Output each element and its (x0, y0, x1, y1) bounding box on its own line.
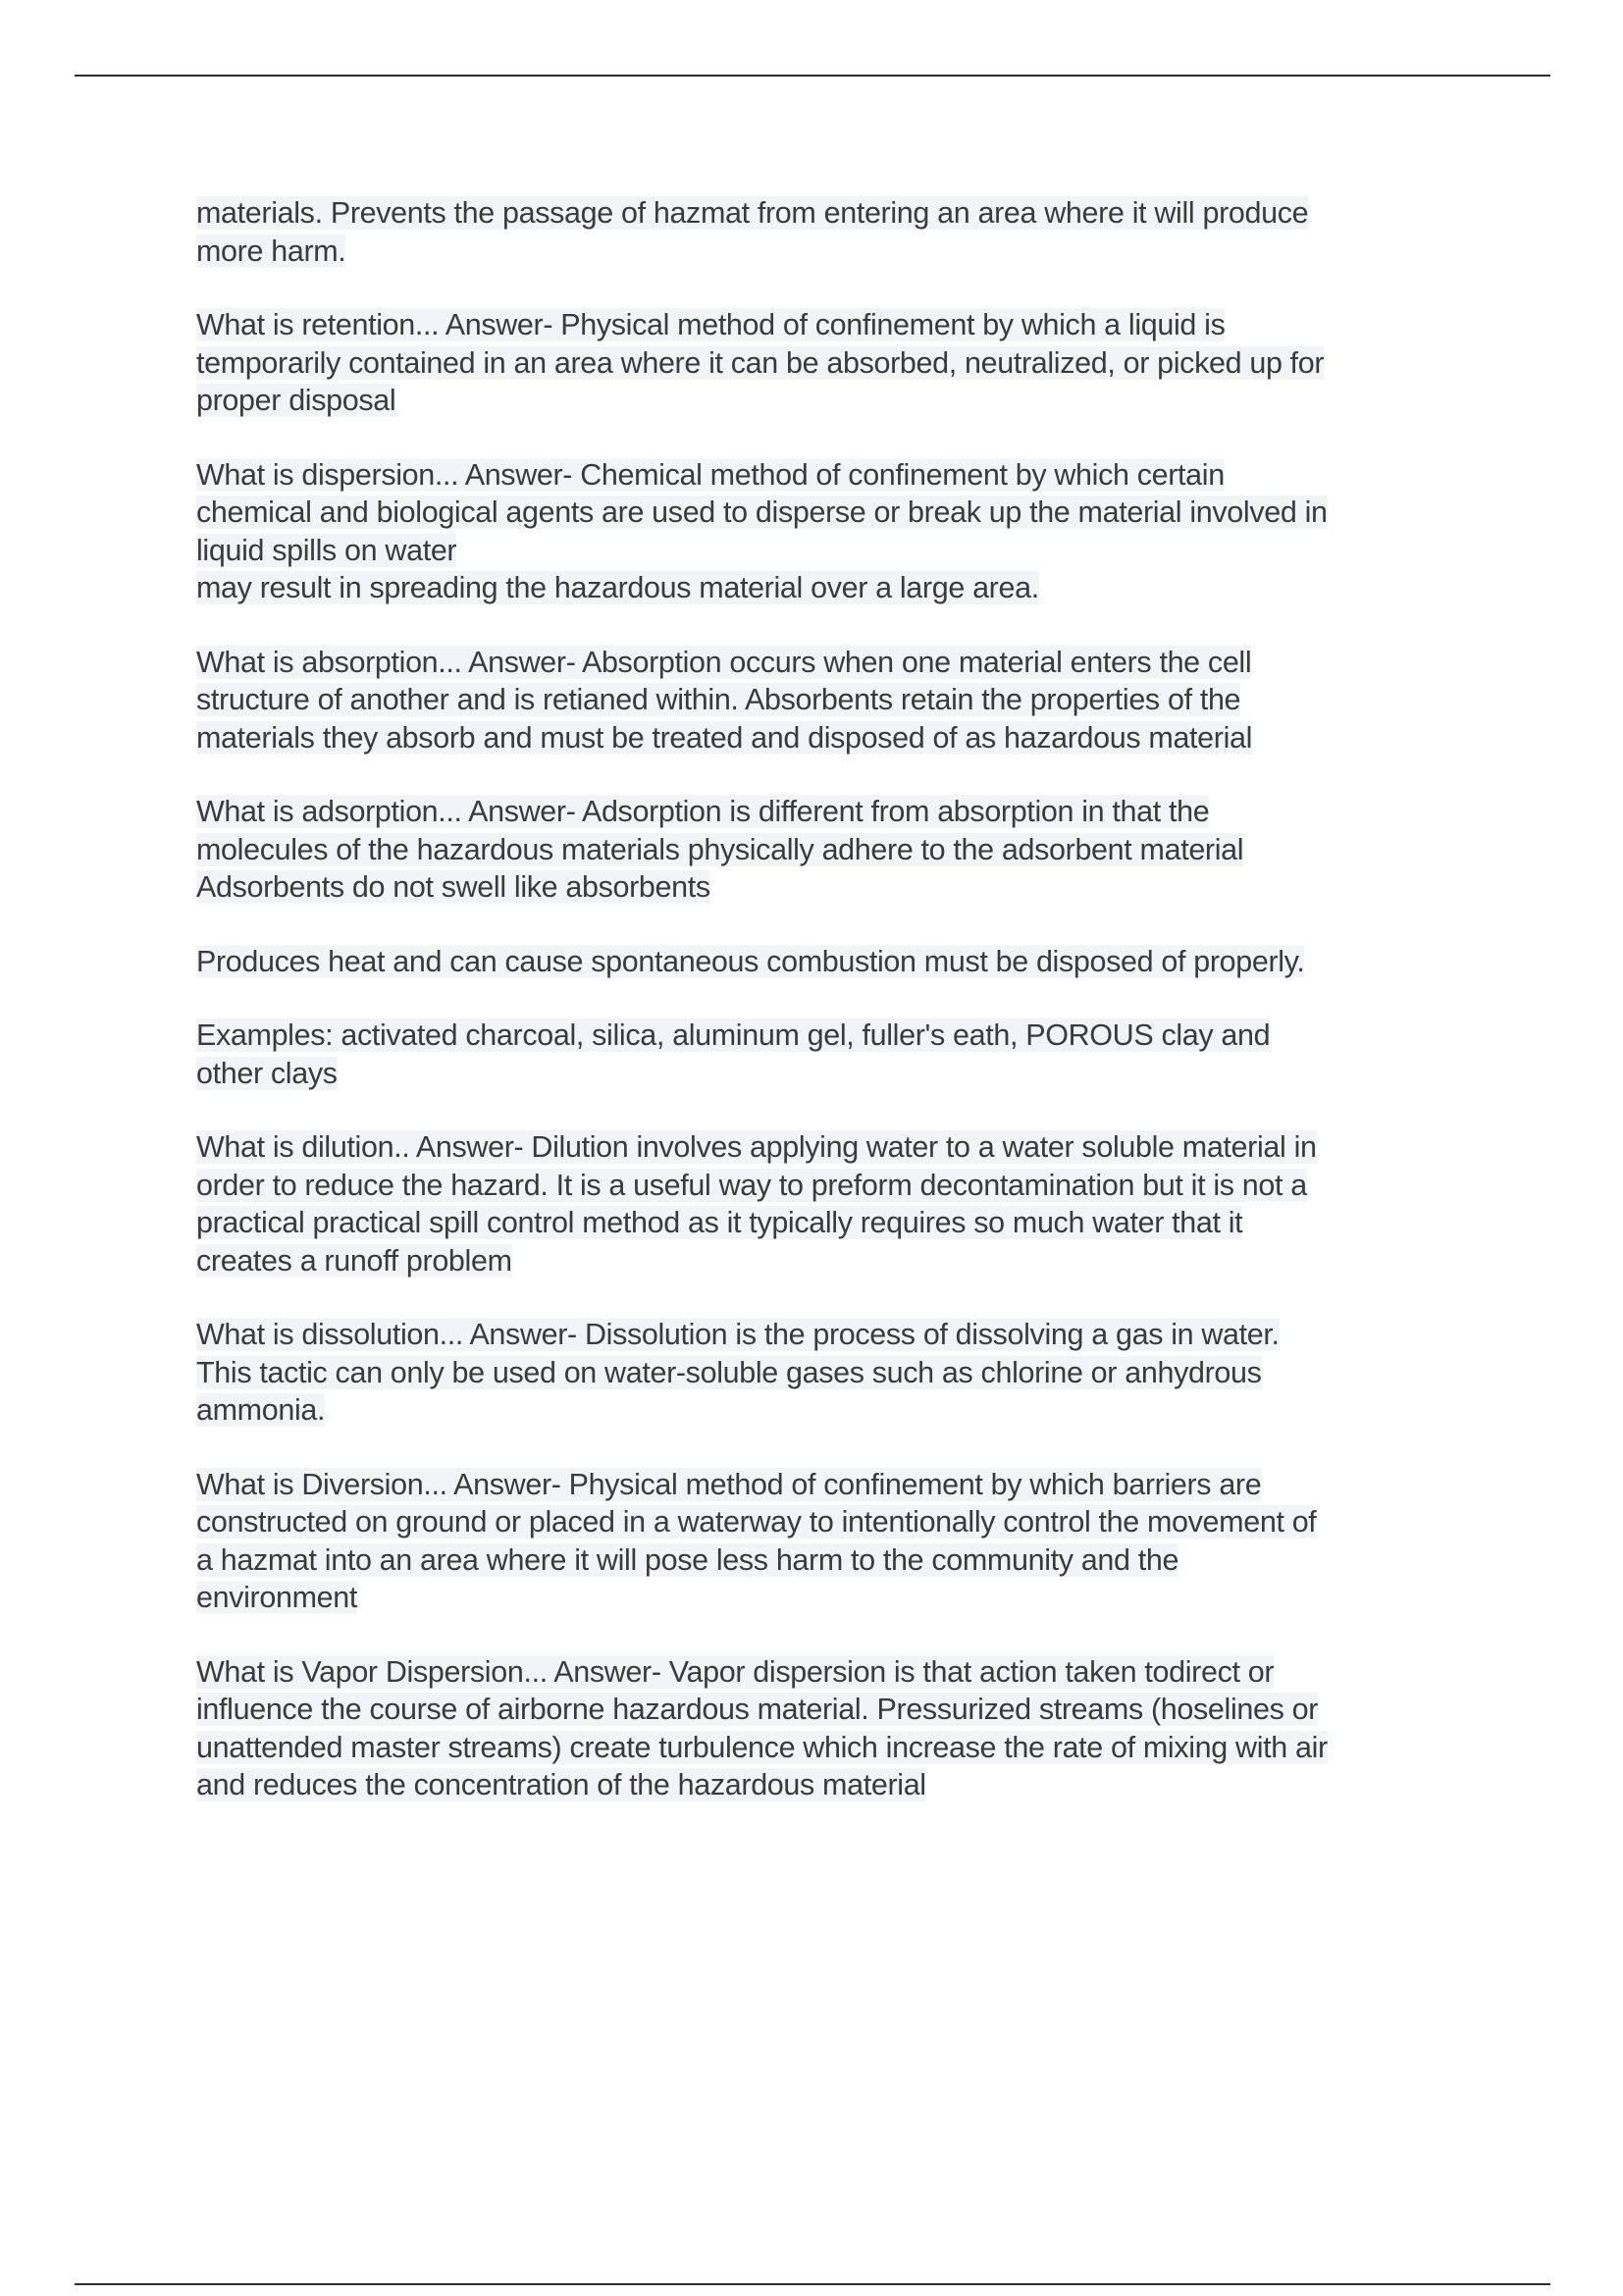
text-line: This tactic can only be used on water-soluble gases such as chlorine or anhydrous (196, 1355, 1262, 1389)
text-line: Examples: activated charcoal, silica, aluminum gel, fuller's eath, POROUS clay and (196, 1018, 1271, 1052)
text-line: more harm. (196, 234, 346, 268)
paragraph-examples (196, 1017, 1472, 1092)
text-line: What is retention... Answer- Physical method of confinement by which a liquid is (196, 308, 1226, 341)
text-line: a hazmat into an area where it will pose less harm to the community and the (196, 1542, 1179, 1577)
header-rule (75, 75, 1550, 77)
text-line: What is dilution.. Answer- Dilution involves applying water to a water soluble material in (196, 1130, 1317, 1164)
text-line: chemical and biological agents are used to disperse or break up the material involved in (196, 496, 1328, 529)
text-line: practical practical spill control method as it typically requires so much water that it (196, 1206, 1243, 1239)
text-line: liquid spills on water (196, 533, 457, 567)
text-line: molecules of the hazardous materials physically adhere to the adsorbent material (196, 832, 1244, 866)
paragraph-dilution (196, 1128, 1472, 1279)
text-line: other clays (196, 1056, 338, 1090)
paragraph-diversion (196, 1466, 1472, 1617)
text-line: environment (196, 1581, 357, 1614)
paragraph-produces-heat (196, 943, 1472, 981)
paragraph-dissolution (196, 1316, 1472, 1430)
text-line: What is Diversion... Answer- Physical method of confinement by which barriers are (196, 1467, 1262, 1501)
text-line: structure of another and is retianed within. Absorbents retain the properties of the (196, 683, 1241, 716)
footer-rule (75, 2283, 1550, 2285)
text-line: What is dispersion... Answer- Chemical method of confinement by which certain (196, 457, 1225, 492)
text-line: materials. Prevents the passage of hazmat from entering an area where it will produce (196, 196, 1309, 230)
text-line: and reduces the concentration of the hazardous material (196, 1768, 926, 1801)
paragraph-adsorption (196, 793, 1472, 907)
text-line: materials they absorb and must be treated and disposed of as hazardous material (196, 720, 1253, 755)
text-line: may result in spreading the hazardous material over a large area. (196, 571, 1039, 604)
text-line: What is dissolution... Answer- Dissolution is the process of dissolving a gas in water. (196, 1318, 1280, 1351)
text-line: constructed on ground or placed in a waterway to intentionally control the movement of (196, 1505, 1317, 1539)
text-line: creates a runoff problem (196, 1243, 512, 1278)
paragraph-retention (196, 306, 1472, 420)
text-line: temporarily contained in an area where it can be absorbed, neutralized, or picked up for (196, 345, 1325, 380)
paragraph-absorption (196, 644, 1472, 757)
text-line: What is adsorption... Answer- Adsorption is different from absorption in that the (196, 795, 1210, 828)
text-line: Produces heat and can cause spontaneous combustion must be disposed of properly. (196, 944, 1305, 978)
text-line: order to reduce the hazard. It is a useful way to preform decontamination but it is not a (196, 1168, 1307, 1202)
text-line: Adsorbents do not swell like absorbents (196, 870, 710, 904)
text-line: influence the course of airborne hazardous material. Pressurized streams (hoselines or (196, 1693, 1319, 1726)
text-line: unattended master streams) create turbulence which increase the rate of mixing with air (196, 1730, 1328, 1764)
text-line: What is absorption... Answer- Absorption occurs when one material enters the cell (196, 645, 1252, 679)
paragraph-vapor-dispersion (196, 1653, 1472, 1804)
paragraph-prevents-passage (196, 194, 1472, 270)
document-body (196, 194, 1472, 1841)
text-line: What is Vapor Dispersion... Answer- Vapor dispersion is that action taken todirect or (196, 1654, 1275, 1689)
paragraph-dispersion (196, 456, 1472, 607)
text-line: proper disposal (196, 384, 396, 417)
text-line: ammonia. (196, 1393, 326, 1427)
